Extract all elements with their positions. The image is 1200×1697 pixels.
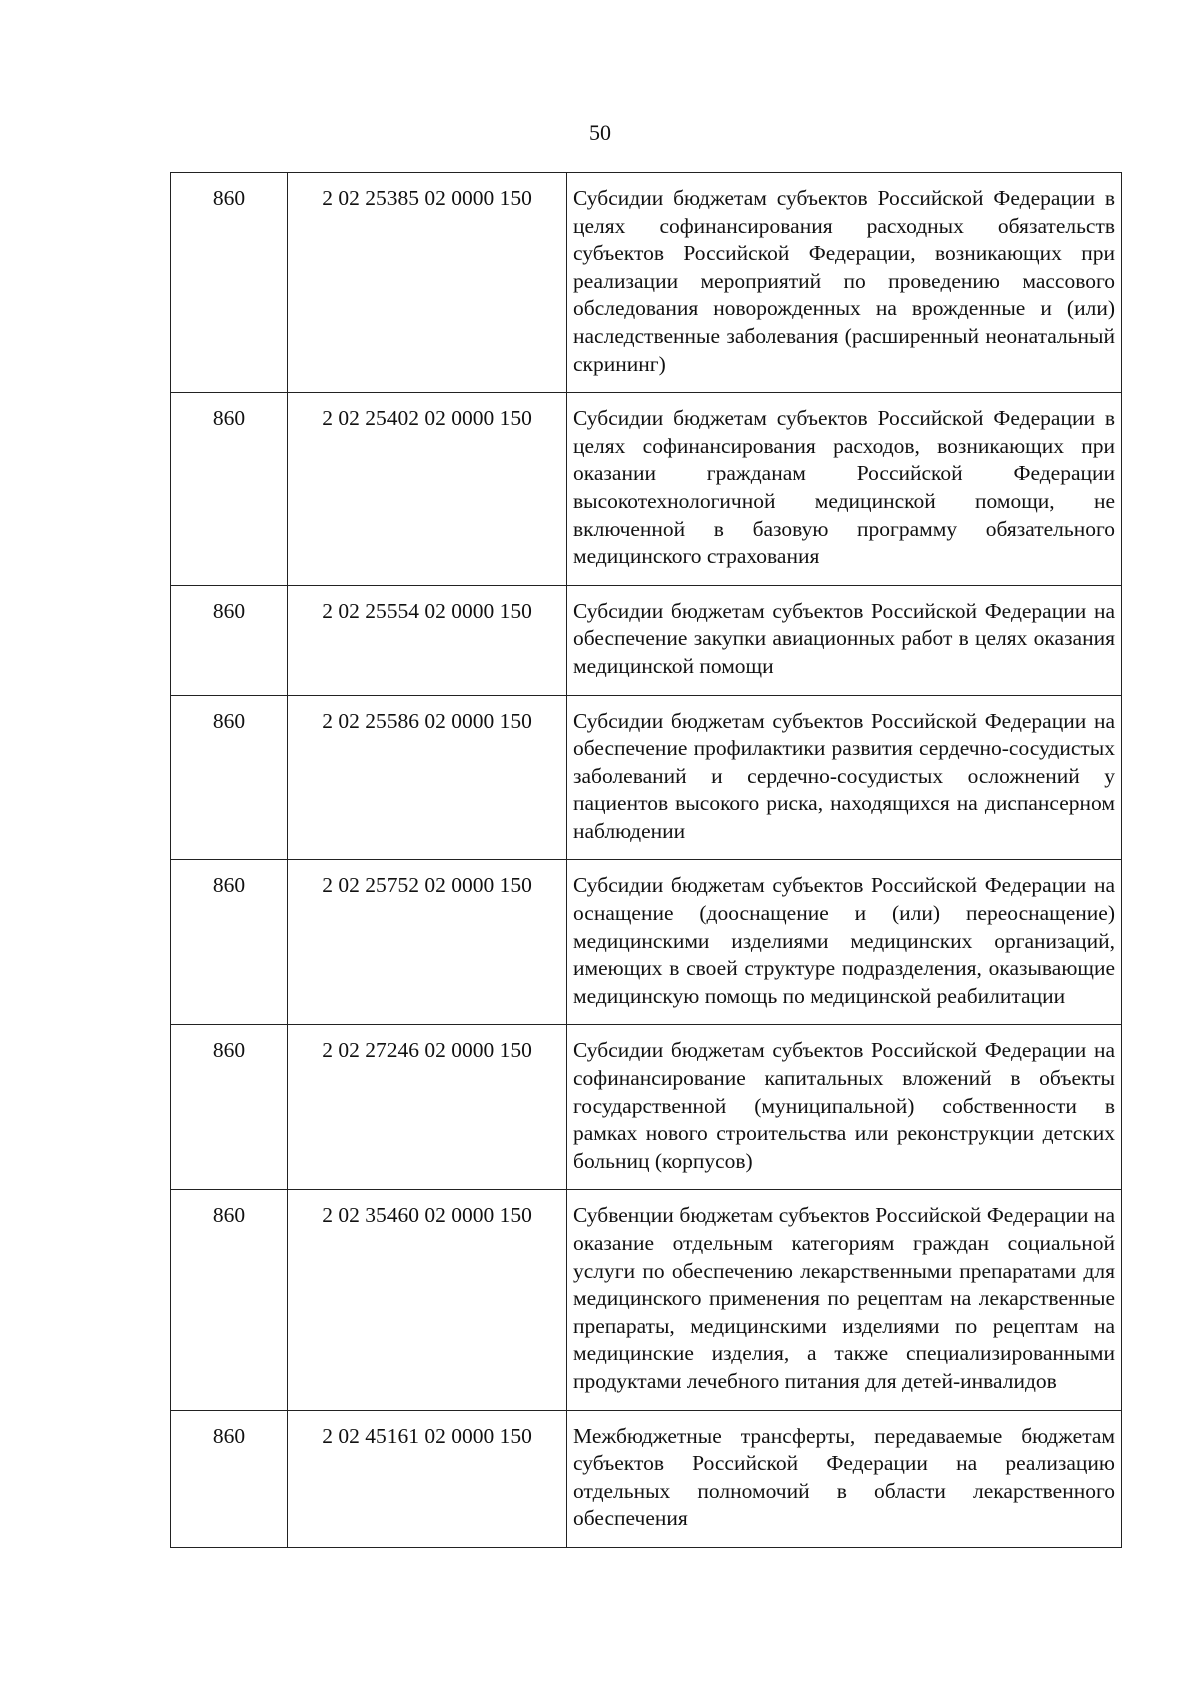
description-cell: Субсидии бюджетам субъектов Российской Федерации на обеспечение закупки авиационных работ в целях оказания медицинской помощи [567, 585, 1122, 695]
kbk-code-cell: 2 02 27246 02 0000 150 [288, 1025, 567, 1190]
table-row [171, 1190, 1122, 1410]
admin-code-cell: 860 [171, 1410, 288, 1547]
description-cell: Субсидии бюджетам субъектов Российской Федерации на софинансирование капитальных вложений в объекты государственной (муниципальной) собственности в рамках нового строительства или реконструкции детских больниц (корпусов) [567, 1025, 1122, 1190]
table-row [171, 585, 1122, 695]
admin-code-cell: 860 [171, 1025, 288, 1190]
page-number: 50 [589, 120, 611, 145]
admin-code-cell: 860 [171, 860, 288, 1025]
description-cell: Субсидии бюджетам субъектов Российской Федерации на оснащение (дооснащение и (или) переоснащение) медицинскими изделиями медицинских организаций, имеющих в своей структуре подразделения, оказывающие медицинскую помощь по медицинской реабилитации [567, 860, 1122, 1025]
admin-code-cell: 860 [171, 1190, 288, 1410]
admin-code-cell: 860 [171, 173, 288, 393]
admin-code-cell: 860 [171, 695, 288, 860]
description-cell: Субсидии бюджетам субъектов Российской Федерации в целях софинансирования расходных обязательств субъектов Российской Федерации, возникающих при реализации мероприятий по проведению массового обследования новорожденных на врожденные и (или) наследственные заболевания (расширенный неонатальный скрининг) [567, 173, 1122, 393]
description-cell: Субсидии бюджетам субъектов Российской Федерации в целях софинансирования расходов, возникающих при оказании гражданам Российской Федерации высокотехнологичной медицинской помощи, не включенной в базовую программу обязательного медицинского страхования [567, 393, 1122, 586]
description-cell: Субсидии бюджетам субъектов Российской Федерации на обеспечение профилактики развития сердечно-сосудистых заболеваний и сердечно-сосудистых осложнений у пациентов высокого риска, находящихся на диспансерном наблюдении [567, 695, 1122, 860]
table-row [171, 393, 1122, 586]
kbk-code-cell: 2 02 25752 02 0000 150 [288, 860, 567, 1025]
kbk-code-cell: 2 02 35460 02 0000 150 [288, 1190, 567, 1410]
table-row [171, 860, 1122, 1025]
admin-code-cell: 860 [171, 393, 288, 586]
kbk-code-cell: 2 02 25402 02 0000 150 [288, 393, 567, 586]
kbk-code-cell: 2 02 25586 02 0000 150 [288, 695, 567, 860]
budget-codes-table [170, 172, 1122, 1548]
description-cell: Межбюджетные трансферты, передаваемые бюджетам субъектов Российской Федерации на реализацию отдельных полномочий в области лекарственного обеспечения [567, 1410, 1122, 1547]
table-row [171, 173, 1122, 393]
table-row [171, 695, 1122, 860]
kbk-code-cell: 2 02 45161 02 0000 150 [288, 1410, 567, 1547]
kbk-code-cell: 2 02 25385 02 0000 150 [288, 173, 567, 393]
admin-code-cell: 860 [171, 585, 288, 695]
kbk-code-cell: 2 02 25554 02 0000 150 [288, 585, 567, 695]
description-cell: Субвенции бюджетам субъектов Российской Федерации на оказание отдельным категориям граждан социальной услуги по обеспечению лекарственными препаратами для медицинского применения по рецептам на лекарственные препараты, медицинскими изделиями по рецептам на медицинские изделия, а также специализированными продуктами лечебного питания для детей-инвалидов [567, 1190, 1122, 1410]
table-row [171, 1410, 1122, 1547]
table-row [171, 1025, 1122, 1190]
